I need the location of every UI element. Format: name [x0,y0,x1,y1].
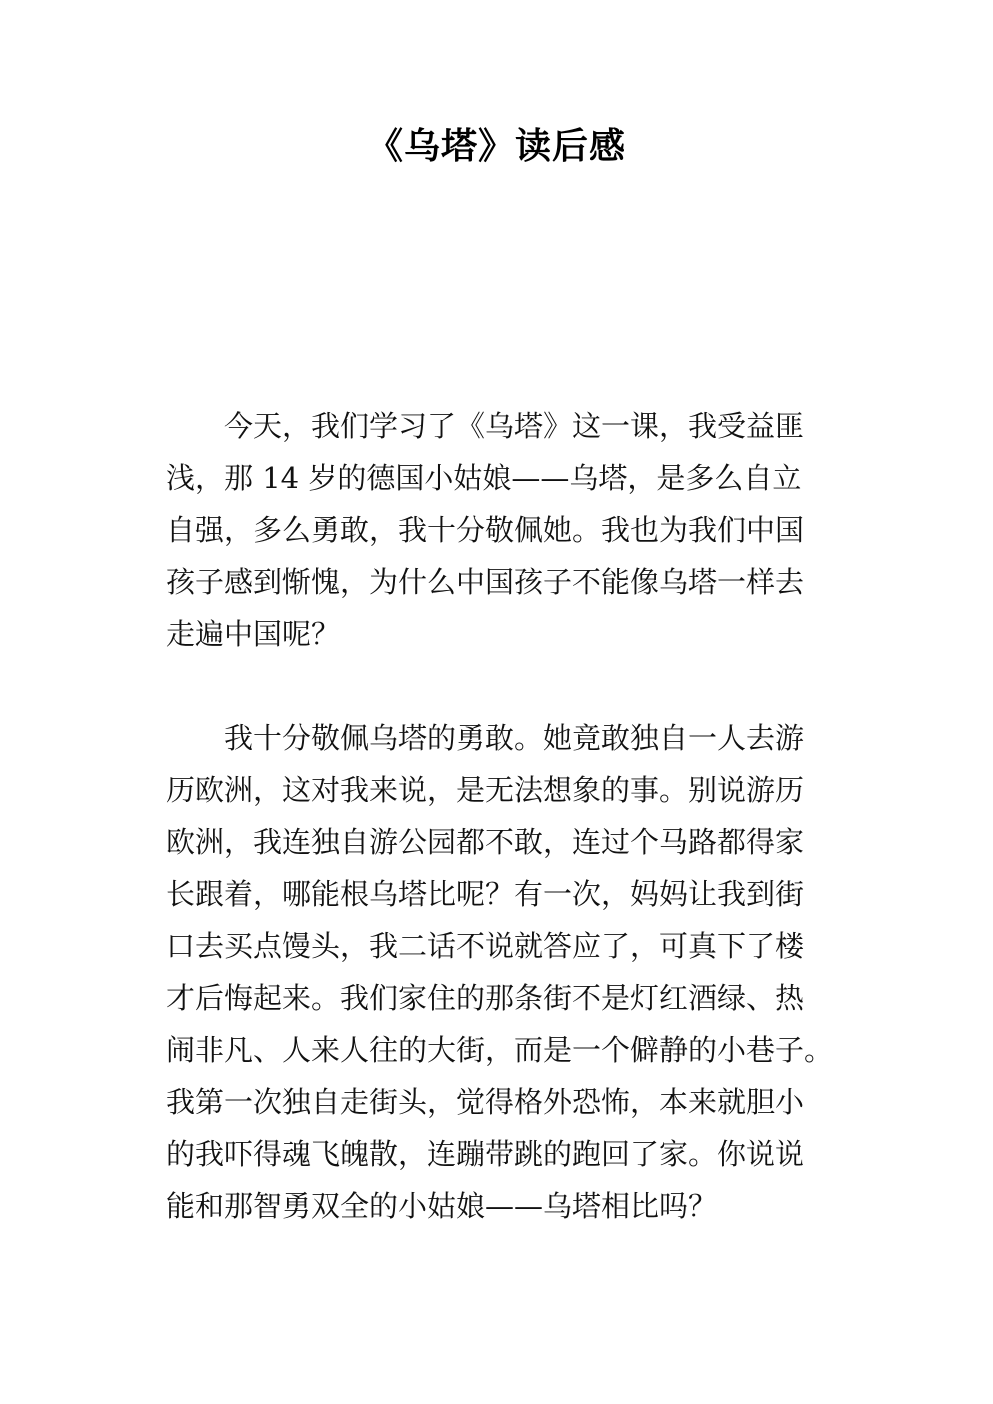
paragraph [166,400,846,660]
paragraph-line: 自强，多么勇敢，我十分敬佩她。我也为我们中国 [166,513,805,547]
paragraph [166,712,846,1232]
paragraph-line: 口去买点馒头，我二话不说就答应了，可真下了楼 [166,929,805,963]
paragraph-line: 今天，我们学习了《乌塔》这一课，我受益匪 [224,409,805,443]
paragraph-line: 长跟着，哪能根乌塔比呢？有一次，妈妈让我到街 [166,877,805,911]
paragraph-line: 能和那智勇双全的小姑娘——乌塔相比吗？ [166,1189,718,1223]
paragraph-line: 孩子感到惭愧，为什么中国孩子不能像乌塔一样去 [166,565,805,599]
document-title: 《乌塔》读后感 [366,126,626,167]
paragraph-line: 我第一次独自走街头，觉得格外恐怖，本来就胆小 [166,1085,805,1119]
paragraph-line: 才后悔起来。我们家住的那条街不是灯红酒绿、热 [166,981,805,1015]
paragraph-line: 的我吓得魂飞魄散，连蹦带跳的跑回了家。你说说 [166,1137,805,1171]
paragraph-line: 历欧洲，这对我来说，是无法想象的事。别说游历 [166,773,805,807]
paragraph-line: 欧洲，我连独自游公园都不敢，连过个马路都得家 [166,825,805,859]
paragraph-line: 闹非凡、人来人往的大街，而是一个僻静的小巷子。 [166,1033,834,1067]
paragraph-line: 我十分敬佩乌塔的勇敢。她竟敢独自一人去游 [224,721,805,755]
paragraph-line: 浅，那 14 岁的德国小姑娘——乌塔，是多么自立 [166,461,802,495]
paragraph-line: 走遍中国呢？ [166,617,341,651]
